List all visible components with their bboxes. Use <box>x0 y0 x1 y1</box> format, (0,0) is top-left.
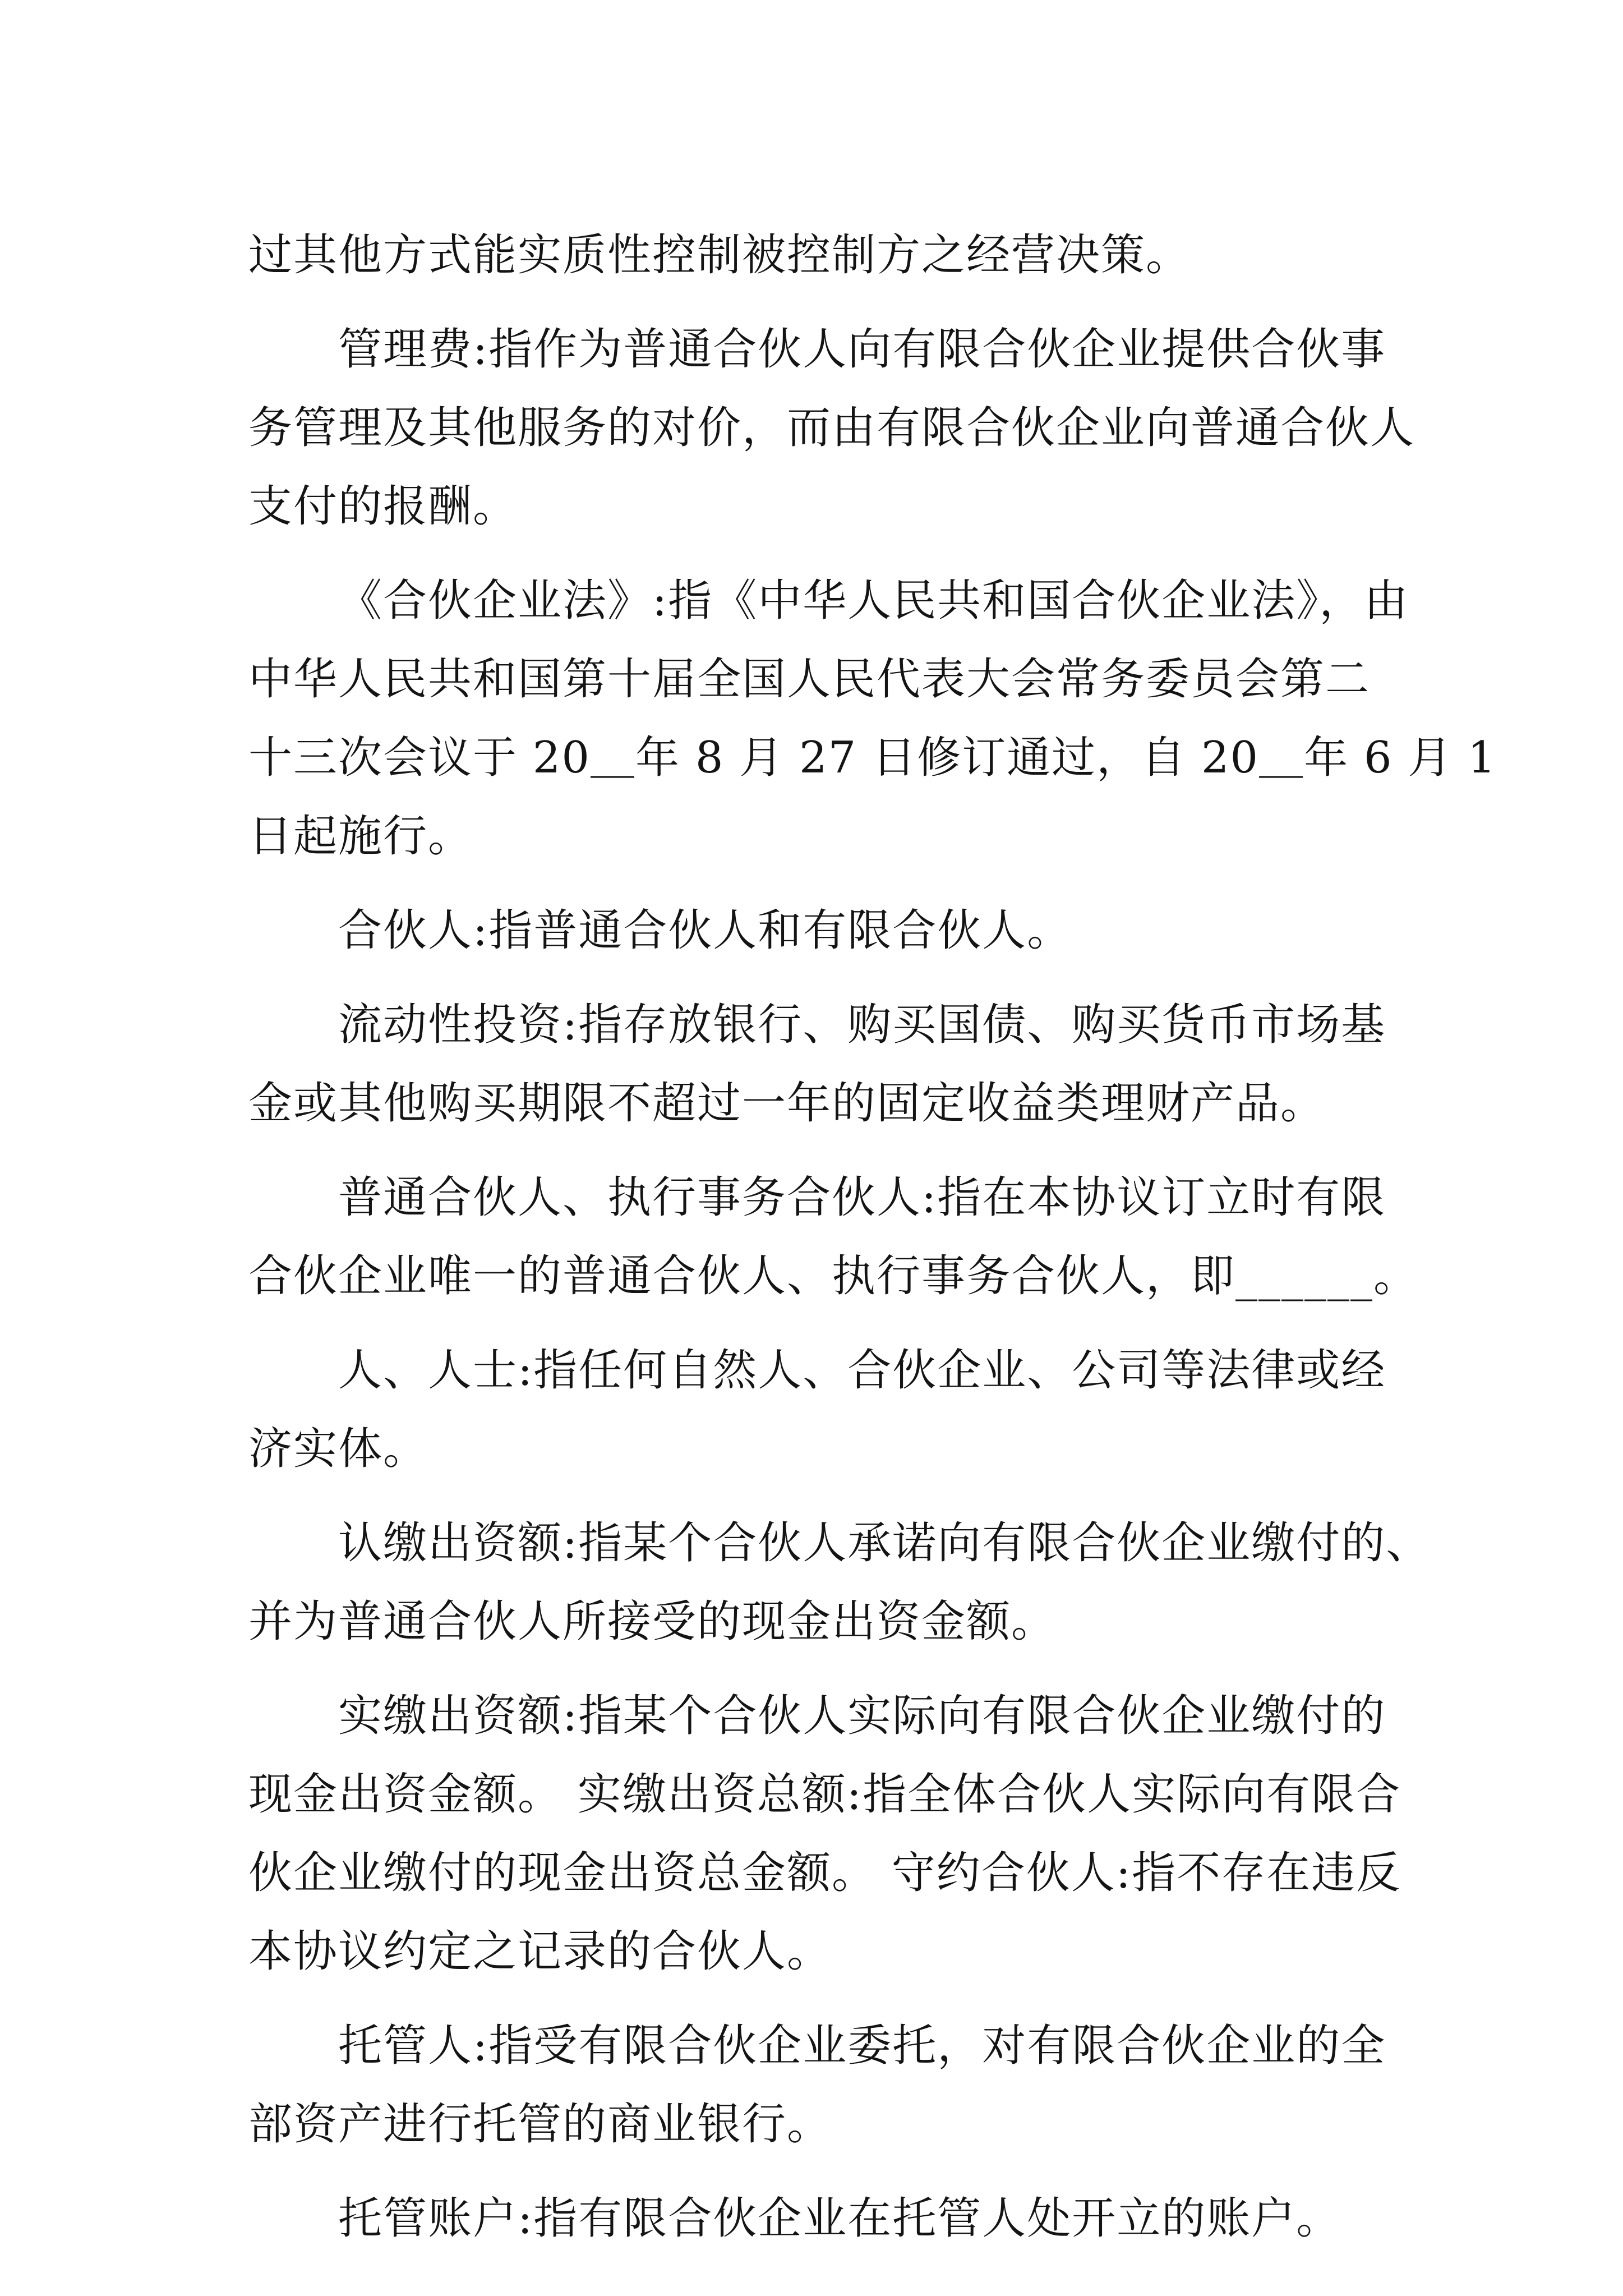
text-line: 伙企业缴付的现金出资总金额。 守约合伙人:指不存在违反 <box>248 1848 1401 1898</box>
text-line: 实缴出资额:指某个合伙人实际向有限合伙企业缴付的 <box>338 1691 1386 1741</box>
text-line: 支付的报酬。 <box>248 481 518 532</box>
text-line: 《合伙企业法》:指《中华人民共和国合伙企业法》，由 <box>338 576 1409 626</box>
text-line: 合伙人:指普通合伙人和有限合伙人。 <box>338 905 1072 956</box>
text-line: 现金出资金额。 实缴出资总额:指全体合伙人实际向有限合 <box>248 1769 1401 1820</box>
text-line: 金或其他购买期限不超过一年的固定收益类理财产品。 <box>248 1078 1326 1129</box>
text-line: 托管人:指受有限合伙企业委托，对有限合伙企业的全 <box>338 2021 1386 2071</box>
text-line: 日起施行。 <box>248 811 473 862</box>
text-line: 人、人士:指任何自然人、合伙企业、公司等法律或经 <box>338 1345 1386 1396</box>
text-line: 务管理及其他服务的对价，而由有限合伙企业向普通合伙人 <box>248 403 1415 453</box>
text-line: 流动性投资:指存放银行、购买国债、购买货币市场基 <box>338 1000 1386 1050</box>
text-line: 托管账户:指有限合伙企业在托管人处开立的账户。 <box>338 2193 1341 2244</box>
text-line: 认缴出资额:指某个合伙人承诺向有限合伙企业缴付的、 <box>338 1518 1431 1568</box>
text-line: 合伙企业唯一的普通合伙人、执行事务合伙人，即______。 <box>248 1251 1419 1301</box>
text-line: 管理费:指作为普通合伙人向有限合伙企业提供合伙事 <box>338 324 1386 375</box>
text-line: 过其他方式能实质性控制被控制方之经营决策。 <box>248 230 1191 280</box>
text-line: 并为普通合伙人所接受的现金出资金额。 <box>248 1596 1057 1647</box>
text-line: 本协议约定之记录的合伙人。 <box>248 1926 832 1977</box>
text-line: 中华人民共和国第十届全国人民代表大会常务委员会第二 <box>248 654 1371 705</box>
text-line: 十三次会议于 20＿年 8 月 27 日修订通过，自 20＿年 6 月 1 <box>248 733 1497 783</box>
text-line: 部资产进行托管的商业银行。 <box>248 2099 832 2150</box>
text-line: 普通合伙人、执行事务合伙人:指在本协议订立时有限 <box>338 1172 1386 1223</box>
text-line: 济实体。 <box>248 1424 428 1474</box>
